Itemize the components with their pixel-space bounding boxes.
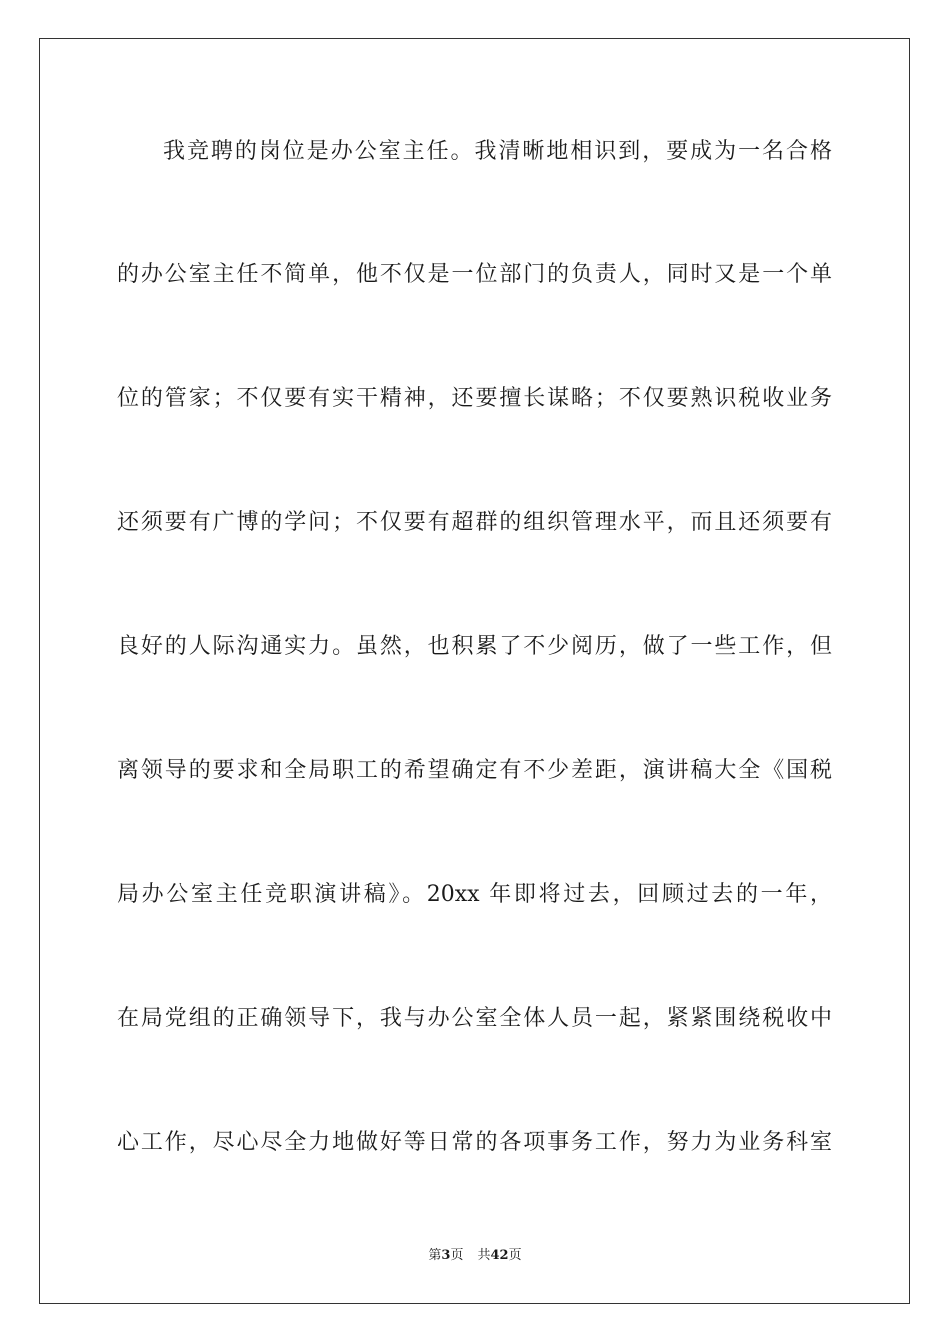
body-text-line: 的办公室主任不简单，他不仅是一位部门的负责人，同时又是一个单 <box>117 262 832 287</box>
body-text-line: 良好的人际沟通实力。虽然，也积累了不少阅历，做了一些工作，但 <box>117 634 832 659</box>
body-text-line: 局办公室主任竞职演讲稿》。20xx 年即将过去，回顾过去的一年， <box>117 882 832 907</box>
total-pages: 42 <box>490 1248 509 1263</box>
body-text-line: 心工作，尽心尽全力地做好等日常的各项事务工作，努力为业务科室 <box>117 1130 832 1155</box>
body-text-line: 位的管家；不仅要有实干精神，还要擅长谋略；不仅要熟识税收业务 <box>117 386 832 411</box>
body-text-line: 在局党组的正确领导下，我与办公室全体人员一起，紧紧围绕税收中 <box>117 1006 832 1031</box>
body-text-line: 我竞聘的岗位是办公室主任。我清晰地相识到，要成为一名合格 <box>163 139 832 164</box>
body-text-line: 离领导的要求和全局职工的希望确定有不少差距，演讲稿大全《国税 <box>117 758 832 783</box>
body-text-line: 还须要有广博的学问；不仅要有超群的组织管理水平，而且还须要有 <box>117 510 832 535</box>
total-suffix: 页 <box>508 1248 522 1263</box>
page-suffix: 页 <box>450 1248 464 1263</box>
page-number: 3 <box>441 1248 451 1263</box>
total-prefix: 共 <box>477 1248 491 1263</box>
page-prefix: 第 <box>428 1248 442 1263</box>
page-border <box>39 38 910 1304</box>
page-footer <box>0 1247 950 1265</box>
